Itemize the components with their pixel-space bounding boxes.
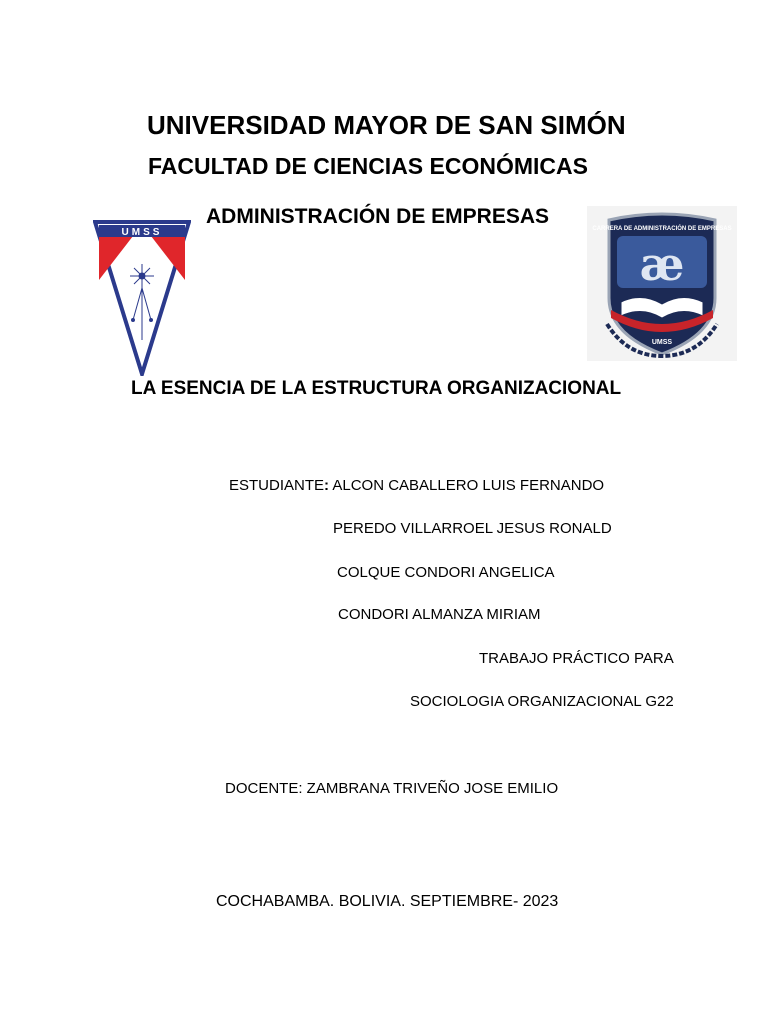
document-title: LA ESENCIA DE LA ESTRUCTURA ORGANIZACIONAL xyxy=(131,378,622,399)
shield-ae-icon: æ xyxy=(639,237,685,291)
place-date: COCHABAMBA. BOLIVIA. SEPTIEMBRE- 2023 xyxy=(216,893,559,910)
student-name: PEREDO VILLARROEL JESUS RONALD xyxy=(333,520,612,537)
shield-umss-text: UMSS xyxy=(651,339,673,346)
umss-logo xyxy=(93,220,191,376)
umss-logo-text: UMSS xyxy=(121,227,163,238)
student-name: ALCON CABALLERO LUIS FERNANDO xyxy=(332,477,605,494)
teacher-line: DOCENTE: ZAMBRANA TRIVEÑO JOSE EMILIO xyxy=(225,780,559,797)
assignment-line-1: TRABAJO PRÁCTICO PARA xyxy=(479,650,674,667)
career-shield-logo xyxy=(587,206,737,361)
university-name: UNIVERSIDAD MAYOR DE SAN SIMÓN xyxy=(147,110,626,140)
student-label-colon: : xyxy=(324,477,330,494)
student-name: COLQUE CONDORI ANGELICA xyxy=(337,564,555,581)
faculty-name: FACULTAD DE CIENCIAS ECONÓMICAS xyxy=(148,153,588,179)
student-line-1 xyxy=(229,477,604,494)
student-label: ESTUDIANTE xyxy=(229,477,325,494)
career-name: ADMINISTRACIÓN DE EMPRESAS xyxy=(206,205,550,228)
assignment-line-2: SOCIOLOGIA ORGANIZACIONAL G22 xyxy=(410,693,674,710)
student-name: CONDORI ALMANZA MIRIAM xyxy=(338,606,541,623)
shield-banner-text: CARRERA DE ADMINISTRACIÓN DE EMPRESAS xyxy=(592,226,732,232)
